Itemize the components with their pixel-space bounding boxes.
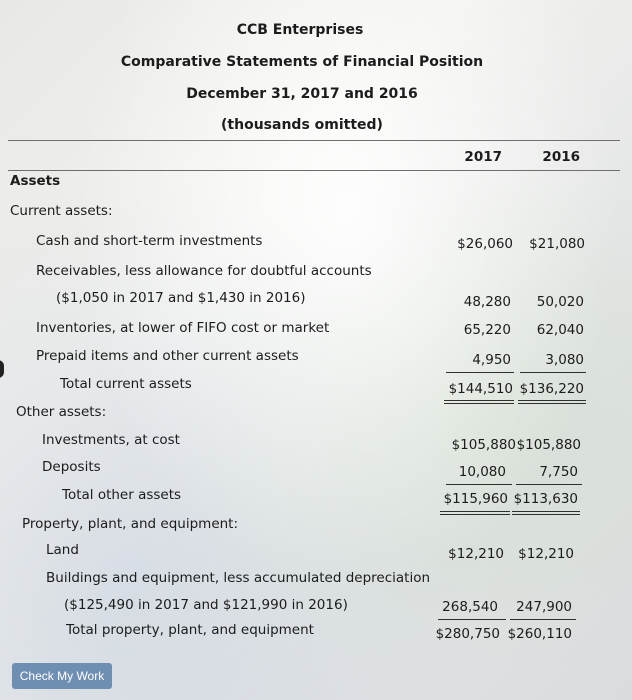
statement-date: December 31, 2017 and 2016 bbox=[186, 86, 418, 102]
row-cash-2017: $26,060 bbox=[457, 236, 513, 252]
row-land-2016: $12,210 bbox=[518, 546, 574, 562]
row-total-current-label: Total current assets bbox=[60, 376, 192, 392]
row-prepaid-label: Prepaid items and other current assets bbox=[36, 348, 299, 364]
row-total-ppe-label: Total property, plant, and equipment bbox=[66, 622, 314, 638]
underline-deposits-2017 bbox=[446, 484, 512, 485]
underline-deposits-2016 bbox=[516, 484, 582, 485]
row-buildings-detail: ($125,490 in 2017 and $121,990 in 2016) bbox=[64, 597, 348, 613]
underline-buildings-2017 bbox=[438, 619, 506, 620]
check-my-work-button[interactable]: Check My Work bbox=[12, 663, 112, 689]
double-underline-other-2017-b bbox=[440, 514, 510, 515]
column-header-divider bbox=[8, 170, 620, 171]
statement-title: Comparative Statements of Financial Position bbox=[120, 54, 484, 70]
row-total-other-2017: $115,960 bbox=[443, 491, 508, 507]
company-name: CCB Enterprises bbox=[236, 22, 364, 38]
row-total-current-2017: $144,510 bbox=[448, 381, 513, 397]
row-total-ppe-2017: $280,750 bbox=[435, 626, 500, 642]
section-ppe: Property, plant, and equipment: bbox=[22, 516, 239, 532]
row-land-label: Land bbox=[46, 542, 79, 558]
underline-buildings-2016 bbox=[510, 619, 576, 620]
row-investments-2016: $105,880 bbox=[516, 437, 581, 453]
double-underline-other-2016-b bbox=[512, 514, 580, 515]
row-receivables-label: Receivables, less allowance for doubtful accounts bbox=[36, 263, 372, 279]
edge-marker bbox=[0, 360, 4, 378]
row-deposits-2017: 10,080 bbox=[458, 464, 506, 480]
row-total-ppe-2016: $260,110 bbox=[507, 626, 572, 642]
double-underline-other-2017-a bbox=[440, 511, 510, 512]
double-underline-current-2016-b bbox=[518, 403, 586, 404]
column-header-2017: 2017 bbox=[464, 149, 502, 165]
row-investments-2017: $105,880 bbox=[451, 437, 516, 453]
row-buildings-2017: 268,540 bbox=[442, 599, 498, 615]
underline-prepaid-2017 bbox=[446, 372, 514, 373]
section-assets: Assets bbox=[10, 173, 61, 189]
row-total-current-2016: $136,220 bbox=[519, 381, 584, 397]
section-current-assets: Current assets: bbox=[10, 203, 113, 219]
double-underline-current-2016-a bbox=[518, 400, 586, 401]
units-note: (thousands omitted) bbox=[221, 117, 383, 133]
row-inventories-2016: 62,040 bbox=[536, 322, 584, 338]
row-buildings-2016: 247,900 bbox=[516, 599, 572, 615]
column-header-2016: 2016 bbox=[542, 149, 580, 165]
row-investments-label: Investments, at cost bbox=[42, 432, 180, 448]
double-underline-current-2017-b bbox=[444, 403, 514, 404]
section-other-assets: Other assets: bbox=[16, 404, 107, 420]
underline-prepaid-2016 bbox=[520, 372, 586, 373]
double-underline-current-2017-a bbox=[444, 400, 514, 401]
row-receivables-2016: 50,020 bbox=[536, 294, 584, 310]
row-inventories-label: Inventories, at lower of FIFO cost or market bbox=[36, 320, 330, 336]
row-total-other-label: Total other assets bbox=[62, 487, 182, 503]
row-receivables-detail: ($1,050 in 2017 and $1,430 in 2016) bbox=[56, 290, 306, 306]
row-total-other-2016: $113,630 bbox=[513, 491, 578, 507]
row-receivables-2017: 48,280 bbox=[463, 294, 511, 310]
row-buildings-label: Buildings and equipment, less accumulated depreciation bbox=[46, 570, 431, 586]
row-prepaid-2017: 4,950 bbox=[472, 352, 511, 368]
row-deposits-2016: 7,750 bbox=[539, 464, 578, 480]
header-divider bbox=[8, 140, 620, 141]
row-cash-label: Cash and short-term investments bbox=[36, 233, 263, 249]
double-underline-other-2016-a bbox=[512, 511, 580, 512]
row-cash-2016: $21,080 bbox=[529, 236, 585, 252]
row-inventories-2017: 65,220 bbox=[463, 322, 511, 338]
row-deposits-label: Deposits bbox=[42, 459, 101, 475]
row-land-2017: $12,210 bbox=[448, 546, 504, 562]
row-prepaid-2016: 3,080 bbox=[545, 352, 584, 368]
